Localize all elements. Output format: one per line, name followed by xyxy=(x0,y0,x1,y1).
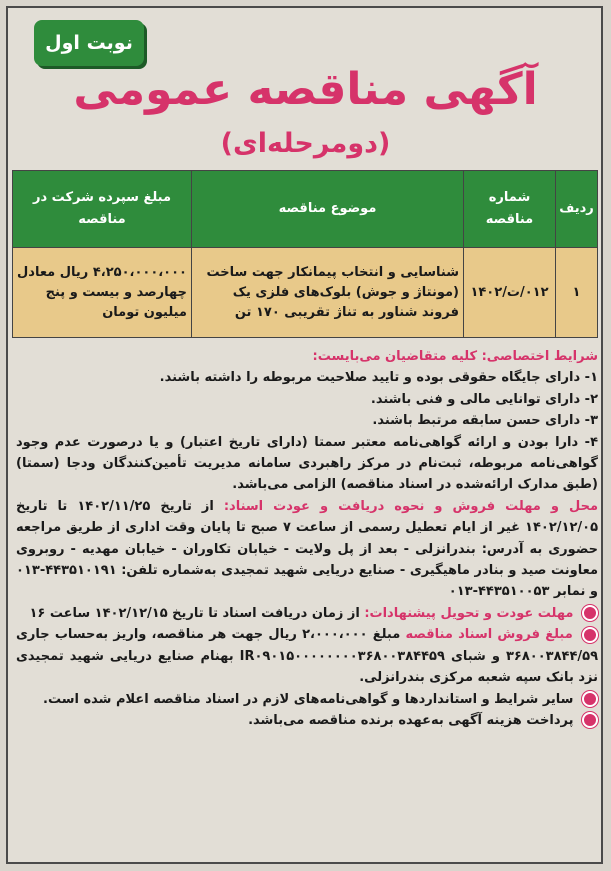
cell-row-number: ۱ xyxy=(556,248,598,338)
condition-item: ۳- دارای حسن سابقه مرتبط باشند. xyxy=(372,413,598,429)
condition-item: ۲- دارای توانایی مالی و فنی باشند. xyxy=(370,391,598,407)
cell-deposit-amount: ۴،۲۵۰،۰۰۰،۰۰۰ ریال معادل چهارصد و بیست و پنج میلیون تومان xyxy=(13,248,192,338)
other-conditions xyxy=(16,689,598,710)
sale-heading: محل و مهلت فروش و نحوه دریافت و عودت اسناد: xyxy=(223,498,598,514)
header-row-number: ردیف xyxy=(556,171,598,248)
page-title: آگهی مناقصه عمومی xyxy=(73,64,538,115)
deadline-heading: مهلت عودت و تحویل پیشنهادات: xyxy=(364,605,574,621)
conditions-heading: شرایط اختصاصی: کلیه متقاضیان می‌بایست: xyxy=(312,349,598,364)
bullet-icon xyxy=(582,691,598,707)
first-round-badge: نوبت اول xyxy=(34,20,144,66)
bullet-icon xyxy=(582,712,598,728)
deadline-section xyxy=(16,603,598,624)
ad-cost-note xyxy=(16,710,598,731)
condition-item: ۱- دارای جایگاه حقوقی بوده و تایید صلاحیت مربوطه را داشته باشند. xyxy=(159,370,598,386)
price-text: مبلغ ۲،۰۰۰،۰۰۰ ریال جهت هر مناقصه، واریز به‌حساب جاری ۳۶۸۰۰۳۸۴۴/۵۹ و شبای IR۰۹۰۱۵۰۰۰۰۰۰۰۰۳۶۸۰۰۳۸۴۴۵۹ بهنام صنایع دریایی شهید تمجیدی نزد بانک سپه شعبه مرکزی بندرانزلی. xyxy=(16,627,598,686)
table-row xyxy=(13,248,598,338)
other-conditions-text: سایر شرایط و استانداردها و گواهی‌نامه‌های لازم در اسناد مناقصه اعلام شده است. xyxy=(43,691,574,707)
table-header-row xyxy=(13,171,598,248)
tender-table xyxy=(12,170,598,338)
bullet-icon xyxy=(582,627,598,643)
header-deposit-amount: مبلغ سپرده شرکت در مناقصه xyxy=(13,171,192,248)
deadline-text: از زمان دریافت اسناد تا تاریخ ۱۴۰۲/۱۲/۱۵ ساعت ۱۶ xyxy=(29,605,360,621)
cell-tender-subject: شناسایی و انتخاب پیمانکار جهت ساخت (مونتاژ و جوش) بلوک‌های فلزی یک فروند شناور به تناژ تقریبی ۱۷۰ تن xyxy=(192,248,464,338)
page-subtitle: (دومرحله‌ای) xyxy=(220,128,391,159)
price-section xyxy=(16,624,598,688)
sale-section xyxy=(16,496,598,603)
announcement-body xyxy=(16,346,598,731)
header-tender-number: شماره مناقصه xyxy=(464,171,556,248)
bullet-icon xyxy=(582,605,598,621)
header-tender-subject: موضوع مناقصه xyxy=(192,171,464,248)
condition-item: ۴- دارا بودن و ارائه گواهی‌نامه معتبر سمتا (دارای تاریخ اعتبار) و یا درصورت عدم وجود گواهی‌نامه مربوطه، ثبت‌نام در مرکز راهبردی سامانه مدیریت تأمین‌کنندگان ودجا (سمتا) (طبق مدارک ارائه‌شده در اسناد مناقصه) الزامی می‌باشد. xyxy=(16,434,598,493)
price-heading: مبلغ فروش اسناد مناقصه xyxy=(405,627,573,643)
ad-cost-text: پرداخت هزینه آگهی به‌عهده برنده مناقصه می‌باشد. xyxy=(248,712,574,728)
cell-tender-number: ۰۱۲/ت/۱۴۰۲ xyxy=(464,248,556,338)
sale-text: از تاریخ ۱۴۰۲/۱۱/۲۵ تا تاریخ ۱۴۰۲/۱۲/۰۵ غیر از ایام تعطیل رسمی از ساعت ۷ صبح تا پایان وقت اداری از طریق مراجعه حضوری به آدرس: بندرانزلی - بعد از پل ولایت - خیابان تکاوران - خیابان مهدیه - روبروی معاونت صید و بنادر ماهیگیری - صنایع دریایی شهید تمجیدی به‌شماره تلفن: ۴۴۳۵۱۰۱۹۱-۰۱۳ و نمابر ۴۴۳۵۱۰۰۵۳-۰۱۳ xyxy=(16,498,599,600)
